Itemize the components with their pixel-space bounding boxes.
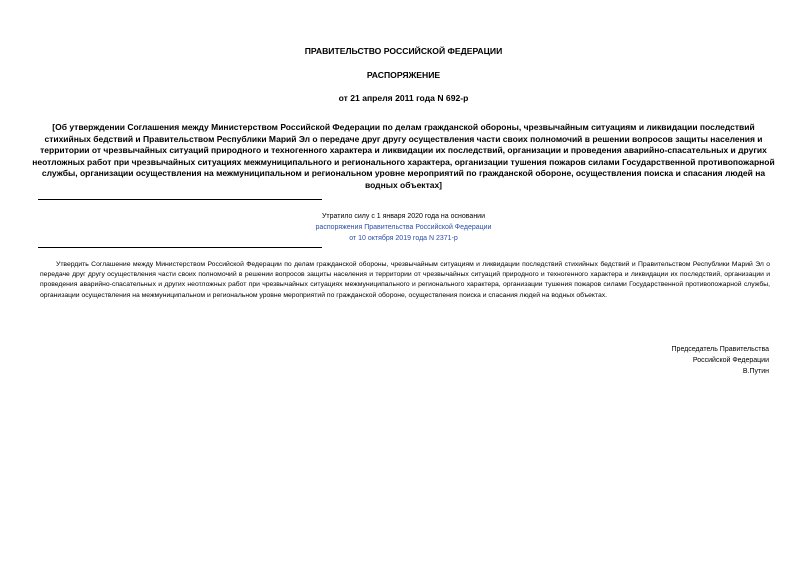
repeal-decree-link[interactable]: распоряжения Правительства Российской Федерации [315, 224, 492, 231]
government-heading: ПРАВИТЕЛЬСТВО РОССИЙСКОЙ ФЕДЕРАЦИИ [304, 46, 503, 56]
repeal-note-text: Утратило силу с 1 января 2020 года на основании [321, 213, 486, 220]
signature-position: Председатель Правительства [671, 346, 769, 353]
repeal-decree-date-link[interactable]: от 10 октября 2019 года N 2371-р [349, 235, 458, 242]
repeal-note-link-line1[interactable] [150, 222, 657, 233]
order-body-paragraph: Утвердить Соглашение между Министерством Российской Федерации по делам гражданской обороны, чрезвычайным ситуациям и ликвидации последствий стихийных бедствий и Правительством Республики Марий Эл о передаче друг другу осуществления части своих полномочий в решении вопросов защиты населения и территории от чрезвычайных ситуаций природного и техногенного характера и ликвидации их последствий, организации и проведения аварийно-спасательных и других неотложных работ при чрезвычайных ситуациях межмуниципального и регионального характера, организации тушения пожаров силами Государственной противопожарной службы, организации осуществления на межмуниципальном и региональном уровне мероприятий по гражданской обороне, осуществления поиска и спасания людей на водных объектах. [40, 261, 770, 299]
signature-name: В.Путин [742, 368, 769, 375]
document-title: [Об утверждении Соглашения между Министерством Российской Федерации по делам гражданской обороны, чрезвычайным ситуациям и ликвидации последствий стихийных бедствий и Правительством Республики Марий Эл о передаче друг другу осуществления части своих полномочий в решении вопросов защиты населения и территории от чрезвычайных ситуаций природного и техногенного характера и ликвидации их последствий, организации и проведения аварийно-спасательных и других неотложных работ при чрезвычайных ситуациях межмуниципального и регионального характера, организации тушения пожаров силами Государственной противопожарной службы, организации осуществления на межмуниципальном и региональном уровне мероприятий по гражданской обороне, осуществления поиска и спасания людей на водных объектах] [32, 122, 775, 190]
divider-bottom [38, 247, 322, 248]
document-date-number: от 21 апреля 2011 года N 692-р [338, 93, 469, 103]
divider-top [38, 199, 322, 200]
signature-organization: Российской Федерации [692, 357, 769, 364]
repeal-note-link-line2[interactable] [150, 233, 657, 244]
document-type-heading: РАСПОРЯЖЕНИЕ [366, 70, 441, 80]
